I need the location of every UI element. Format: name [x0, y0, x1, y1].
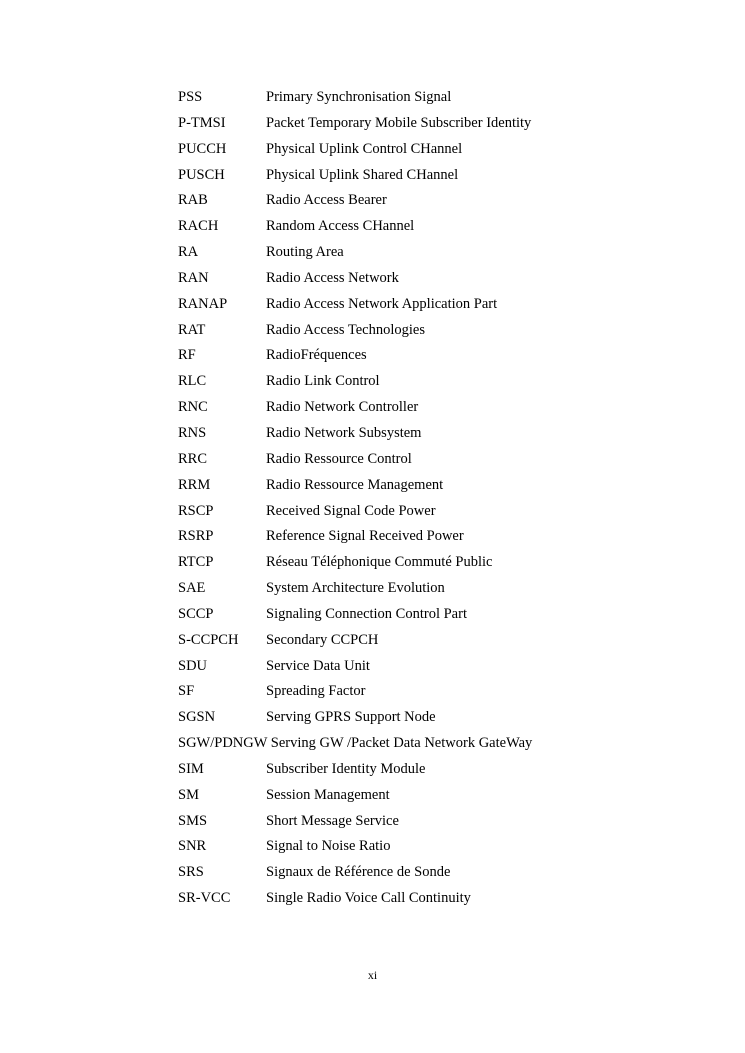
- abbreviation-definition: Secondary CCPCH: [266, 631, 379, 648]
- abbreviation-row: [178, 475, 598, 501]
- abbreviation-term: SR-VCC: [178, 890, 231, 907]
- abbreviation-definition: Primary Synchronisation Signal: [266, 89, 452, 105]
- abbreviation-row: [178, 578, 598, 604]
- abbreviation-term: RF: [178, 347, 196, 364]
- abbreviation-term: SCCP: [178, 605, 214, 622]
- abbreviation-row: [178, 268, 598, 294]
- abbreviation-term: SIM: [178, 760, 204, 777]
- abbreviation-definition: Signaling Connection Control Part: [266, 605, 467, 622]
- abbreviation-definition: Radio Ressource Management: [266, 476, 444, 493]
- abbreviation-term: SMS: [178, 812, 208, 829]
- abbreviation-definition: Reference Signal Received Power: [266, 528, 464, 545]
- abbreviation-row: [178, 216, 598, 242]
- abbreviation-row: [178, 501, 598, 527]
- abbreviation-definition: RadioFréquences: [266, 347, 367, 364]
- abbreviation-definition: Session Management: [266, 786, 390, 803]
- abbreviation-term: RAT: [178, 321, 206, 338]
- abbreviation-definition: System Architecture Evolution: [266, 580, 445, 597]
- abbreviation-definition: Packet Temporary Mobile Subscriber Identity: [266, 114, 532, 131]
- abbreviation-definition: Radio Ressource Control: [266, 450, 412, 467]
- abbreviation-row: [178, 190, 598, 216]
- abbreviation-term: PUCCH: [178, 140, 227, 157]
- abbreviation-definition: Signal to Noise Ratio: [266, 838, 391, 855]
- abbreviation-term: RAN: [178, 269, 209, 286]
- abbreviation-row: [178, 630, 598, 656]
- abbreviation-term: RRM: [178, 476, 211, 493]
- abbreviation-term: RTCP: [178, 554, 214, 571]
- abbreviation-definition: Radio Access Network Application Part: [266, 295, 498, 312]
- abbreviation-row: [178, 526, 598, 552]
- abbreviation-row: [178, 294, 598, 320]
- abbreviation-row: [178, 862, 598, 888]
- abbreviation-term: RAB: [178, 192, 208, 209]
- abbreviation-row: [178, 242, 598, 268]
- abbreviation-term: SM: [178, 786, 199, 803]
- abbreviation-row: [178, 397, 598, 423]
- abbreviation-definition: Random Access CHannel: [266, 218, 415, 235]
- abbreviation-term: P-TMSI: [178, 114, 226, 131]
- abbreviation-definition: Single Radio Voice Call Continuity: [266, 890, 471, 907]
- abbreviation-definition: Received Signal Code Power: [266, 502, 436, 519]
- abbreviation-term: SF: [178, 683, 195, 700]
- abbreviation-row: [178, 785, 598, 811]
- abbreviation-term: SAE: [178, 580, 206, 597]
- abbreviation-definition: Signaux de Référence de Sonde: [266, 864, 451, 881]
- abbreviation-row: [178, 681, 598, 707]
- abbreviation-definition: Radio Link Control: [266, 373, 380, 390]
- abbreviation-term: RNC: [178, 399, 208, 416]
- abbreviation-list: [178, 87, 598, 914]
- abbreviation-row: [178, 552, 598, 578]
- abbreviation-term: PUSCH: [178, 166, 225, 183]
- abbreviation-row: [178, 656, 598, 682]
- abbreviation-row: [178, 733, 598, 759]
- abbreviation-term: SNR: [178, 838, 207, 855]
- abbreviation-term: SGW/PDNGW: [178, 735, 268, 752]
- abbreviation-definition: Physical Uplink Shared CHannel: [266, 166, 459, 183]
- abbreviation-definition: Short Message Service: [266, 812, 399, 829]
- abbreviation-row: [178, 371, 598, 397]
- abbreviation-term: SDU: [178, 657, 208, 674]
- abbreviation-definition: Serving GW /Packet Data Network GateWay: [270, 735, 533, 752]
- abbreviation-definition: Physical Uplink Control CHannel: [266, 140, 463, 157]
- abbreviation-term: RACH: [178, 218, 219, 235]
- abbreviation-term: RLC: [178, 373, 207, 390]
- abbreviation-definition: Radio Access Technologies: [266, 321, 425, 338]
- abbreviation-row: [178, 87, 598, 113]
- abbreviation-definition: Radio Access Bearer: [266, 192, 387, 209]
- abbreviation-definition: Serving GPRS Support Node: [266, 709, 436, 726]
- abbreviation-definition: Spreading Factor: [266, 683, 366, 700]
- abbreviation-term: RSCP: [178, 502, 214, 519]
- abbreviation-term: SRS: [178, 864, 204, 881]
- abbreviation-row: [178, 759, 598, 785]
- abbreviation-definition: Service Data Unit: [266, 657, 370, 674]
- abbreviation-row: [178, 345, 598, 371]
- abbreviation-term: RA: [178, 244, 199, 261]
- page-number: xi: [367, 968, 378, 982]
- abbreviation-row: [178, 113, 598, 139]
- abbreviation-row: [178, 320, 598, 346]
- abbreviation-row: [178, 707, 598, 733]
- abbreviation-row: [178, 423, 598, 449]
- abbreviation-term: RANAP: [178, 295, 228, 312]
- abbreviation-term: S-CCPCH: [178, 631, 239, 648]
- abbreviation-definition: Routing Area: [266, 244, 344, 261]
- abbreviation-term: RSRP: [178, 528, 214, 545]
- abbreviation-definition: Subscriber Identity Module: [266, 760, 426, 777]
- abbreviation-row: [178, 449, 598, 475]
- abbreviation-definition: Radio Network Subsystem: [266, 424, 422, 441]
- abbreviation-row: [178, 604, 598, 630]
- abbreviation-term: RNS: [178, 424, 207, 441]
- abbreviation-term: RRC: [178, 450, 208, 467]
- abbreviation-definition: Radio Access Network: [266, 269, 399, 286]
- abbreviation-definition: Radio Network Controller: [266, 399, 419, 416]
- abbreviation-term: PSS: [178, 89, 203, 105]
- abbreviation-term: SGSN: [178, 709, 216, 726]
- abbreviation-row: [178, 165, 598, 191]
- abbreviation-definition: Réseau Téléphonique Commuté Public: [266, 554, 493, 571]
- abbreviation-row: [178, 888, 598, 914]
- abbreviation-row: [178, 139, 598, 165]
- abbreviation-row: [178, 836, 598, 862]
- abbreviation-row: [178, 811, 598, 837]
